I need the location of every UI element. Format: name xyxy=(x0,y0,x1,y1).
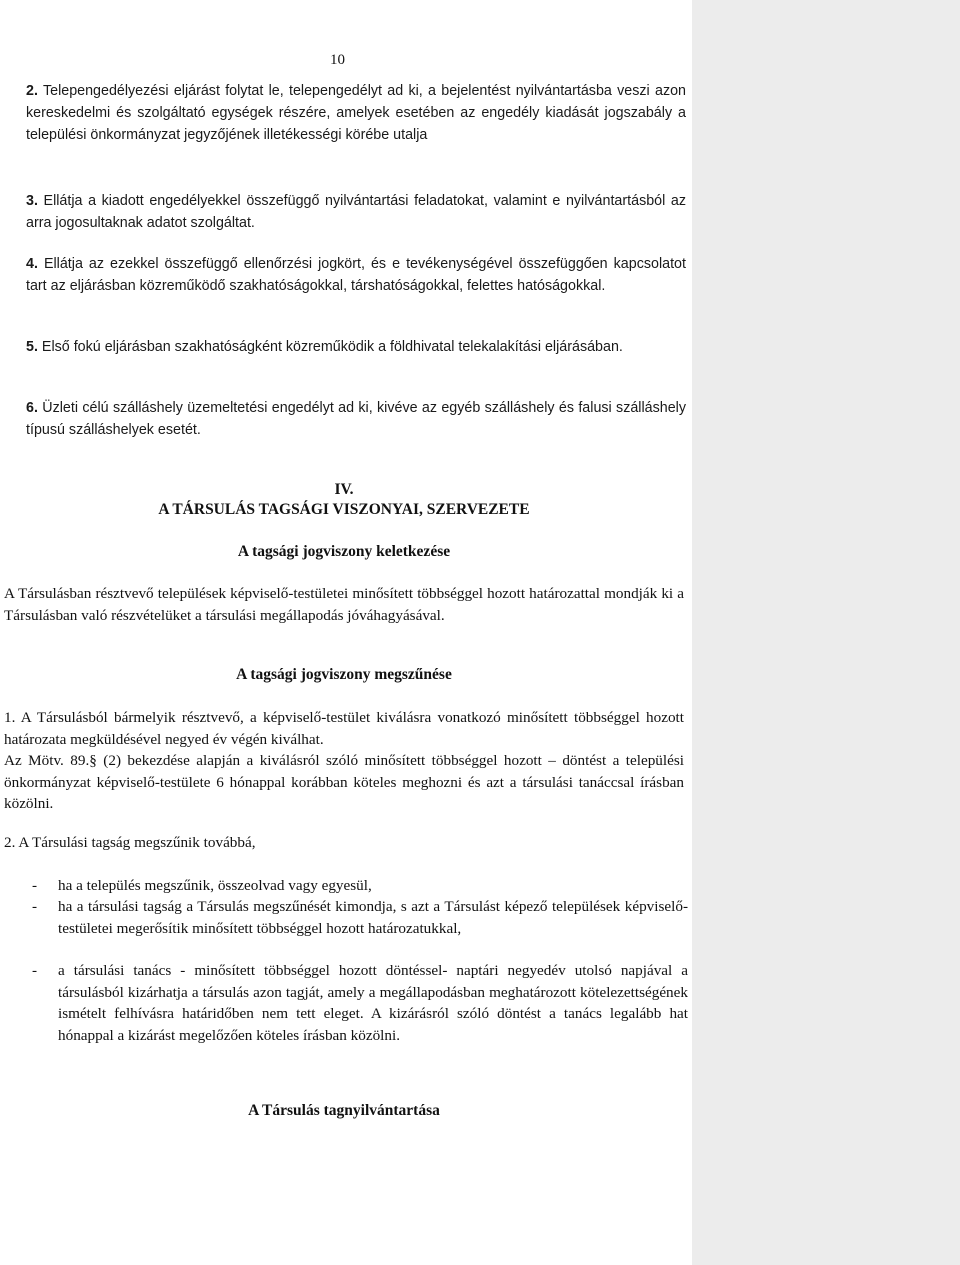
bullet-dash: - xyxy=(32,877,38,894)
paragraph: 1. A Társulásból bármelyik résztvevő, a képviselő-testület kiválásra vonatkozó minősített többséggel hozott határozata megküldésével negyed év végén kiválhat. xyxy=(4,709,684,748)
list-item xyxy=(26,397,686,441)
bullet-text: ha a társulási tagság a Társulás megszűnését kimondja, s azt a Társulást képező települések képviselő-testületei megerősítik minősített többséggel hozott határozatukkal, xyxy=(58,898,688,937)
section-heading: A Társulás tagnyilvántartása xyxy=(248,1102,440,1119)
item-number: 6. xyxy=(26,400,38,416)
bullet-dash: - xyxy=(32,898,38,915)
chapter-title: A TÁRSULÁS TAGSÁGI VISZONYAI, SZERVEZETE xyxy=(158,501,530,518)
paragraph: 2. A Társulási tagság megszűnik továbbá, xyxy=(4,834,256,851)
item-number: 3. xyxy=(26,193,38,209)
item-text: Ellátja az ezekkel összefüggő ellenőrzési jogkört, és e tevékenységével összefüggően kapcsolatot tart az eljárásban közreműködő szakhatóságokkal, társhatóságokkal, felettes hatóságokkal. xyxy=(26,256,686,294)
bullet-dash: - xyxy=(32,962,38,979)
list-item xyxy=(26,336,686,358)
list-item xyxy=(26,190,686,234)
comment-margin xyxy=(692,0,960,1265)
bullet-text: a társulási tanács - minősített többséggel hozott döntéssel- naptári negyedév utolsó napjával a társulásból kizárhatja a társulás azon tagját, amely a megállapodásban meghatározott kötelezettségének ismételt felhívásra határidőben nem tett eleget. A kizárásról szóló döntést a tanács legalább hat hónappal a kizárást megelőzően köteles írásban közölni. xyxy=(58,962,688,1044)
chapter-numeral: IV. xyxy=(334,481,354,498)
bullet-text: ha a település megszűnik, összeolvad vagy egyesül, xyxy=(58,877,372,894)
list-item xyxy=(26,80,686,146)
page-number: 10 xyxy=(330,52,345,68)
item-text: Ellátja a kiadott engedélyekkel összefüggő nyilvántartási feladatokat, valamint e nyilvántartásból az arra jogosultaknak adatot szolgáltat. xyxy=(26,193,686,231)
paragraph: Az Mötv. 89.§ (2) bekezdése alapján a kiválásról szóló minősített többséggel hozott – döntést a települési önkormányzat képviselő-testülete 6 hónappal korábban köteles meghozni és azt a társulási tanáccsal írásban közölni. xyxy=(4,752,684,812)
item-text: Telepengedélyezési eljárást folytat le, telepengedélyt ad ki, a bejelentést nyilvántartásba veszi azon kereskedelmi és szolgáltató egységek részére, amelyek esetében az engedély kiadását jogszabály a települési önkormányzat jegyzőjének illetékességi körébe utalja xyxy=(26,83,686,143)
list-item xyxy=(26,253,686,297)
section-heading: A tagsági jogviszony keletkezése xyxy=(237,543,451,560)
item-number: 4. xyxy=(26,256,38,272)
section-heading: A tagsági jogviszony megszűnése xyxy=(236,666,452,683)
item-number: 2. xyxy=(26,83,38,99)
item-text: Első fokú eljárásban szakhatóságként közreműködik a földhivatal telekalakítási eljárásában. xyxy=(41,339,623,355)
item-text: Üzleti célú szálláshely üzemeltetési engedélyt ad ki, kivéve az egyéb szálláshely és falusi szálláshely típusú szálláshelyek esetét. xyxy=(26,400,686,438)
paragraph: A Társulásban résztvevő települések képviselő-testületei minősített többséggel hozott határozattal mondják ki a Társulásban való részvételüket a társulási megállapodás jóváhagyásával. xyxy=(4,585,684,624)
item-number: 5. xyxy=(26,339,38,355)
